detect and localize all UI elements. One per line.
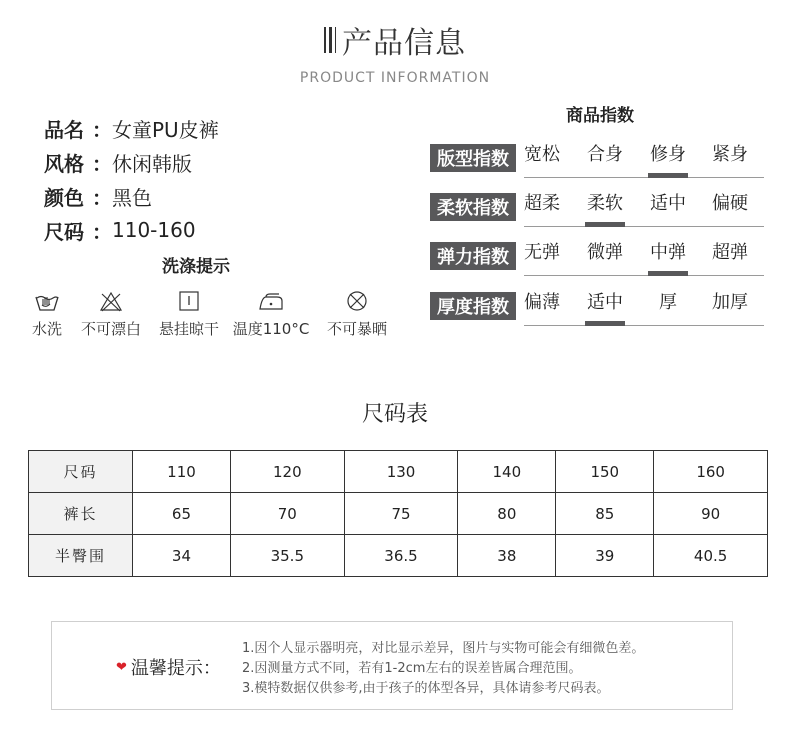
index-option: 合身 xyxy=(587,144,623,165)
index-option-selected: 适中 xyxy=(585,288,625,314)
index-option-selected: 中弹 xyxy=(648,238,688,264)
row-header: 尺码 xyxy=(29,451,133,493)
info-row-size xyxy=(44,213,219,247)
index-option: 适中 xyxy=(650,193,686,214)
info-value: 黑色 xyxy=(112,185,152,210)
index-option: 超柔 xyxy=(524,193,560,214)
tips-title: 温馨提示： xyxy=(130,658,221,679)
index-label: 厚度指数 xyxy=(430,292,516,320)
wash-item-no-bleach xyxy=(76,290,146,339)
wash-icons xyxy=(28,290,392,339)
row-header: 裤长 xyxy=(29,493,133,535)
wash-label: 不可暴晒 xyxy=(326,320,387,338)
table-row xyxy=(29,493,768,535)
tips-lines xyxy=(242,639,644,699)
info-row-style xyxy=(44,145,219,179)
index-option-selected: 柔软 xyxy=(585,189,625,215)
no-tumble-dry-icon xyxy=(344,290,370,312)
wash-item-no-tumble-dry xyxy=(322,290,392,339)
table-cell: 75 xyxy=(344,493,458,535)
tip-line: 3.模特数据仅供参考,由于孩子的体型各异，具体请参考尺码表。 xyxy=(242,681,610,696)
size-chart-title: 尺码表 xyxy=(361,402,428,427)
table-cell: 120 xyxy=(230,451,344,493)
info-colon: ： xyxy=(92,219,112,244)
table-cell: 65 xyxy=(133,493,231,535)
index-option: 紧身 xyxy=(712,144,748,165)
iron-icon xyxy=(257,290,285,312)
table-cell: 90 xyxy=(654,493,768,535)
table-cell: 80 xyxy=(458,493,556,535)
table-row xyxy=(29,535,768,577)
table-row xyxy=(29,451,768,493)
index-row-thickness xyxy=(430,288,764,326)
info-label: 品名 xyxy=(44,117,84,142)
page-title xyxy=(324,18,466,62)
index-options xyxy=(524,140,764,178)
index-row-softness xyxy=(430,189,764,227)
page-header xyxy=(0,18,790,86)
info-row-name xyxy=(44,111,219,145)
info-colon: ： xyxy=(92,185,112,210)
hand-wash-icon xyxy=(34,290,60,312)
wash-item-iron xyxy=(230,290,312,339)
tips-heading xyxy=(116,654,221,680)
wash-item-hang-dry xyxy=(154,290,224,339)
index-label: 版型指数 xyxy=(430,144,516,172)
table-cell: 38 xyxy=(458,535,556,577)
wash-label: 温度110°C xyxy=(232,320,310,338)
index-option: 宽松 xyxy=(524,144,560,165)
table-cell: 70 xyxy=(230,493,344,535)
wash-title: 洗涤提示 xyxy=(162,257,230,277)
row-header: 半臀围 xyxy=(29,535,133,577)
wash-label: 悬挂晾干 xyxy=(158,320,219,338)
index-option: 偏硬 xyxy=(712,193,748,214)
info-colon: ： xyxy=(92,151,112,176)
index-option: 厚 xyxy=(659,292,677,313)
indices-title: 商品指数 xyxy=(566,106,634,126)
table-cell: 36.5 xyxy=(344,535,458,577)
product-info xyxy=(44,111,219,247)
info-value: 女童PU皮裤 xyxy=(112,117,219,142)
info-row-color xyxy=(44,179,219,213)
table-cell: 140 xyxy=(458,451,556,493)
info-value: 110-160 xyxy=(112,218,196,242)
table-cell: 130 xyxy=(344,451,458,493)
wash-item-hand-wash xyxy=(28,290,66,339)
table-cell: 40.5 xyxy=(654,535,768,577)
info-label: 尺码 xyxy=(44,219,84,244)
table-cell: 34 xyxy=(133,535,231,577)
index-label: 弹力指数 xyxy=(430,242,516,270)
index-option: 加厚 xyxy=(712,292,748,313)
index-option: 微弹 xyxy=(587,242,623,263)
table-cell: 39 xyxy=(556,535,654,577)
wash-label: 不可漂白 xyxy=(80,320,141,338)
table-cell: 35.5 xyxy=(230,535,344,577)
table-cell: 85 xyxy=(556,493,654,535)
title-bars-decoration xyxy=(324,27,336,53)
size-chart-table xyxy=(28,450,768,577)
index-option-selected: 修身 xyxy=(648,140,688,166)
tips-box xyxy=(51,621,733,710)
info-value: 休闲韩版 xyxy=(112,151,192,176)
index-row-elasticity xyxy=(430,238,764,276)
tip-line: 2.因测量方式不同，若有1-2cm左右的误差皆属合理范围。 xyxy=(242,661,582,676)
page-title-text: 产品信息 xyxy=(342,26,466,61)
tip-line: 1.因个人显示器明亮，对比显示差异，图片与实物可能会有细微色差。 xyxy=(242,641,645,656)
index-option: 超弹 xyxy=(712,242,748,263)
index-options xyxy=(524,189,764,227)
index-options xyxy=(524,238,764,276)
info-label: 风格 xyxy=(44,151,84,176)
table-cell: 110 xyxy=(133,451,231,493)
index-row-fit xyxy=(430,140,764,178)
table-cell: 150 xyxy=(556,451,654,493)
index-option: 无弹 xyxy=(524,242,560,263)
info-colon: ： xyxy=(92,117,112,142)
heart-icon: ❤ xyxy=(116,659,127,675)
page-subtitle: PRODUCT INFORMATION xyxy=(299,70,491,86)
index-option: 偏薄 xyxy=(524,292,560,313)
index-label: 柔软指数 xyxy=(430,193,516,221)
info-label: 颜色 xyxy=(44,185,84,210)
index-options xyxy=(524,288,764,326)
no-bleach-icon xyxy=(98,290,124,312)
wash-label: 水洗 xyxy=(31,320,62,338)
table-cell: 160 xyxy=(654,451,768,493)
hang-dry-icon xyxy=(176,290,202,312)
